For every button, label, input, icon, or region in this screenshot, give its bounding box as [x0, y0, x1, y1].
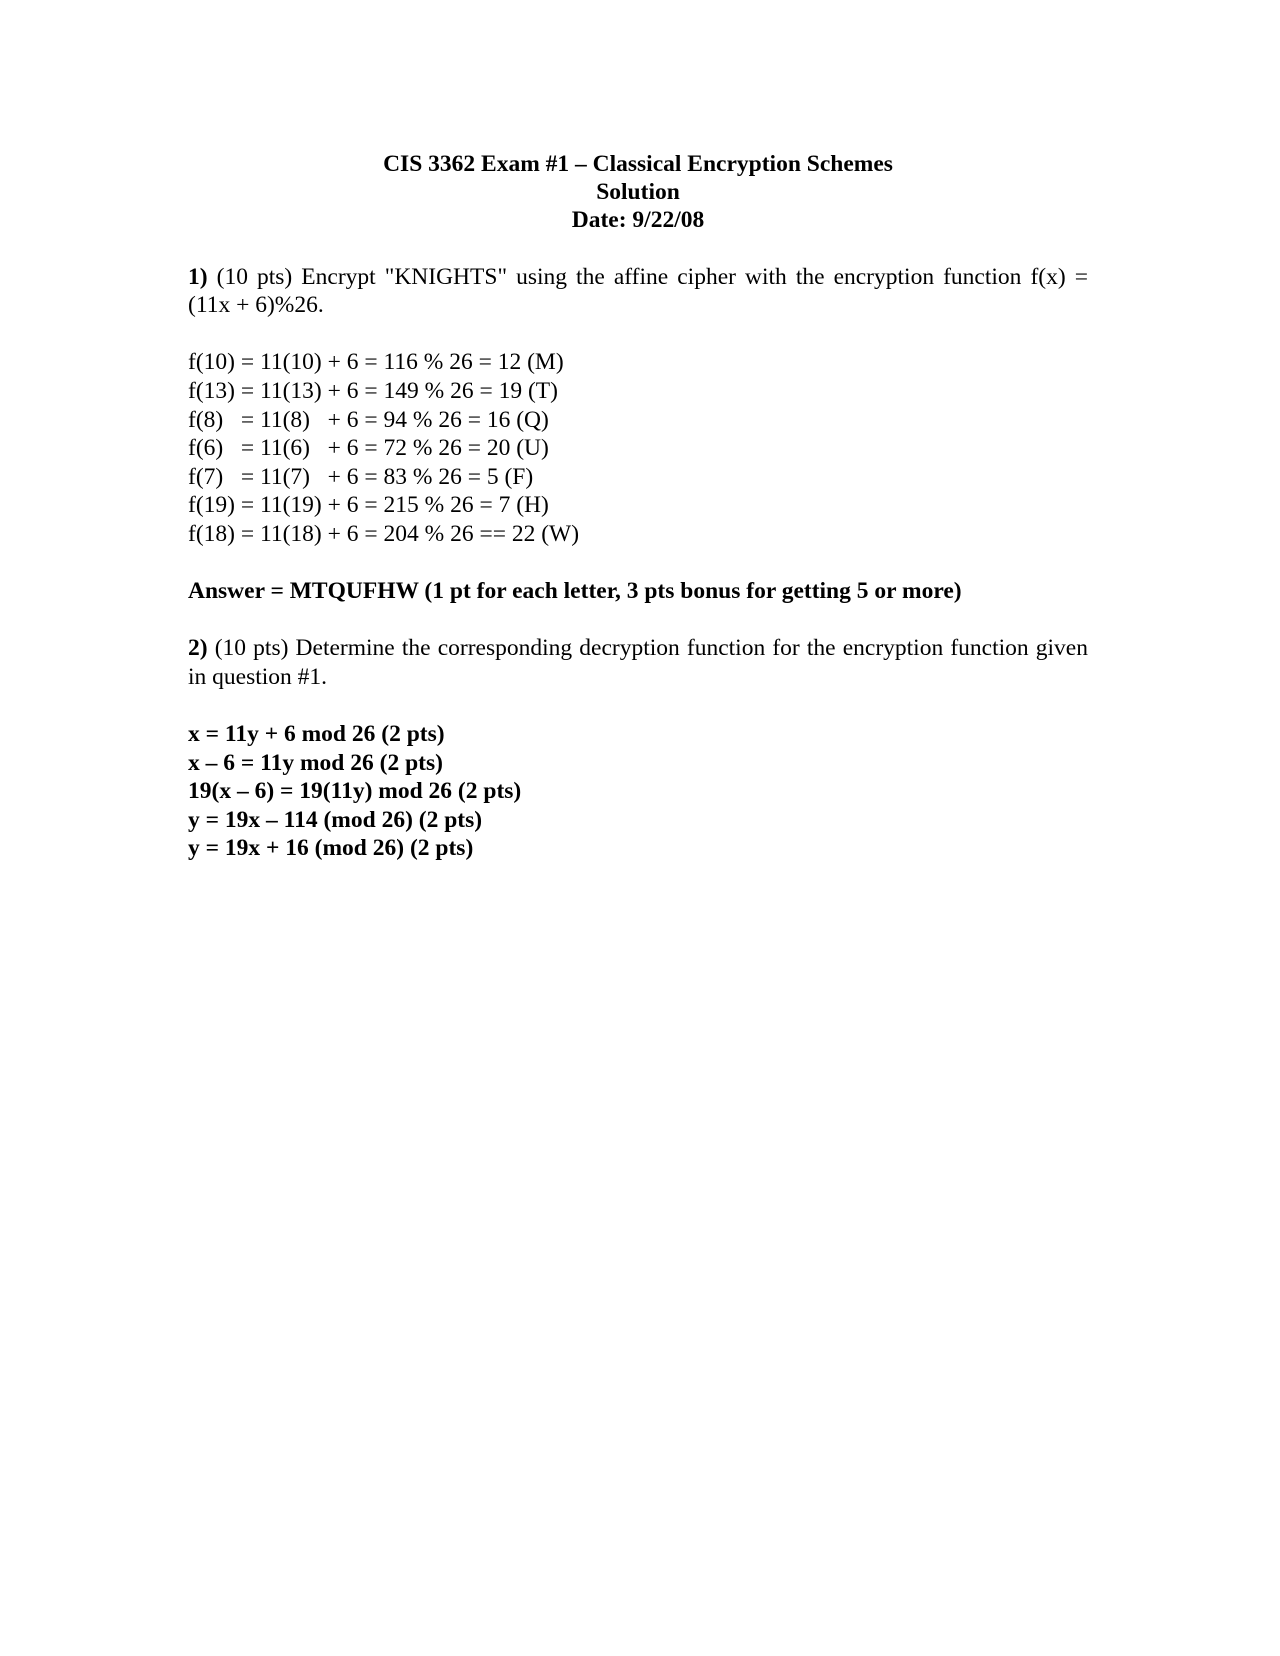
question-1-answer: Answer = MTQUFHW (1 pt for each letter, 3 pts bonus for getting 5 or more)	[188, 578, 962, 605]
solution-step: 19(x – 6) = 19(11y) mod 26 (2 pts)	[188, 778, 522, 805]
question-2-text: (10 pts) Determine the corresponding decryption function for the encryption function given in question #1.	[188, 635, 1088, 690]
calc-line: f(7) = 11(7) + 6 = 83 % 26 = 5 (F)	[188, 463, 534, 490]
solution-step: x – 6 = 11y mod 26 (2 pts)	[188, 749, 443, 776]
calc-line: f(10) = 11(10) + 6 = 116 % 26 = 12 (M)	[188, 349, 564, 376]
question-1-number: 1)	[188, 263, 208, 290]
exam-date: Date: 9/22/08	[571, 207, 705, 233]
calc-line: f(19) = 11(19) + 6 = 215 % 26 = 7 (H)	[188, 492, 549, 519]
question-1-prompt	[188, 263, 1088, 320]
exam-subtitle: Solution	[596, 179, 680, 205]
question-1-text: (10 pts) Encrypt "KNIGHTS" using the affine cipher with the encryption function f(x) = (11x + 6)%26.	[188, 263, 1088, 319]
exam-content	[188, 150, 1088, 863]
exam-header	[188, 150, 1088, 234]
solution-step: y = 19x + 16 (mod 26) (2 pts)	[188, 835, 474, 862]
question-2-number: 2)	[188, 635, 208, 662]
question-2-prompt	[188, 634, 1088, 691]
calc-line: f(18) = 11(18) + 6 = 204 % 26 == 22 (W)	[188, 520, 580, 547]
question-2-steps	[188, 720, 1088, 863]
solution-step: y = 19x – 114 (mod 26) (2 pts)	[188, 806, 483, 833]
question-1-calculations	[188, 348, 1088, 548]
exam-title: CIS 3362 Exam #1 – Classical Encryption Schemes	[383, 151, 893, 177]
calc-line: f(8) = 11(8) + 6 = 94 % 26 = 16 (Q)	[188, 406, 549, 433]
solution-step: x = 11y + 6 mod 26 (2 pts)	[188, 721, 445, 748]
calc-line: f(13) = 11(13) + 6 = 149 % 26 = 19 (T)	[188, 377, 558, 404]
calc-line: f(6) = 11(6) + 6 = 72 % 26 = 20 (U)	[188, 435, 549, 462]
